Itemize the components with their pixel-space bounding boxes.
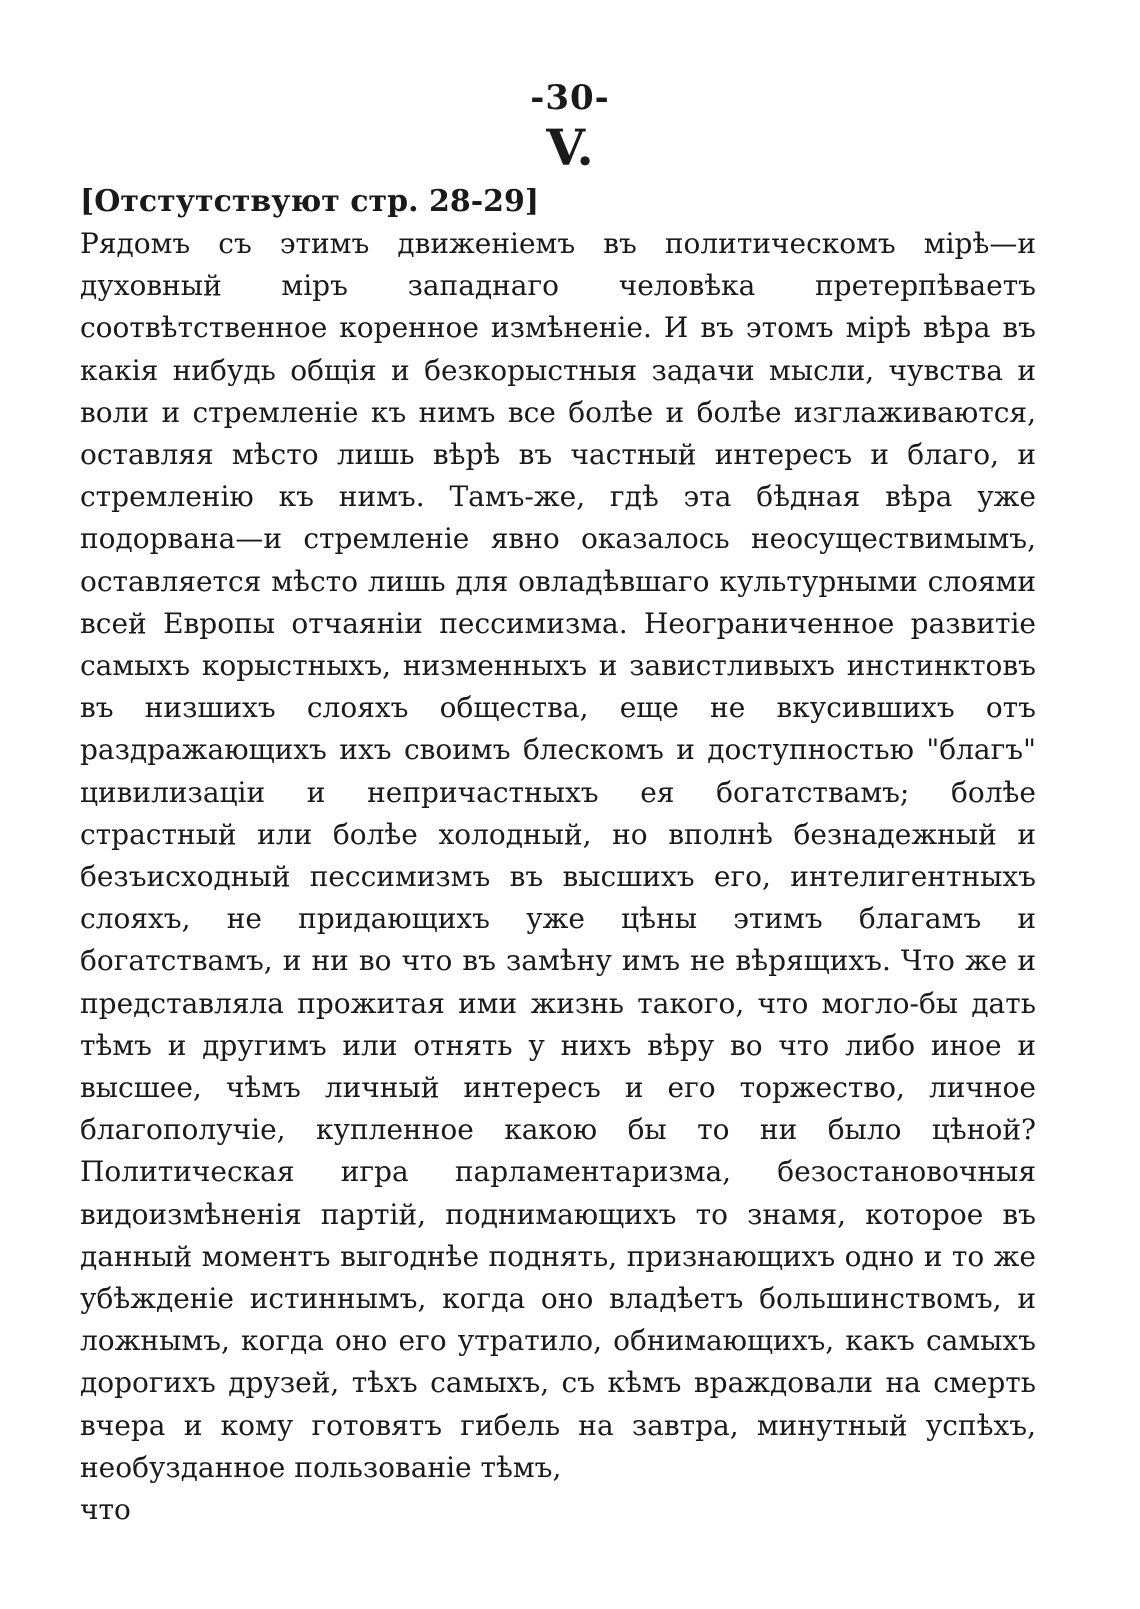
paragraph-last-word: что [80, 1493, 131, 1527]
chapter-numeral: V. [546, 118, 594, 177]
missing-pages-note: [Отстутствуют стр. 28-29] [80, 184, 540, 219]
body-paragraph [80, 223, 1036, 1531]
paragraph-text: Рядомъ съ этимъ движеніемъ въ политическомъ мірѣ—и духовный міръ западнаго человѣка претерпѣваетъ соотвѣтственное коренное измѣненіе. И въ этомъ мірѣ вѣра въ какія нибудь общія и безкорыстныя задачи мысли, чувства и воли и стремленіе къ нимъ все болѣе и болѣе изглаживаются, оставляя мѣсто лишь вѣрѣ въ частный интересъ и благо, и стремленію къ нимъ. Тамъ-же, гдѣ эта бѣдная вѣра уже подорвана—и стремленіе явно оказалось неосуществимымъ, оставляется мѣсто лишь для овладѣвшаго культурными слоями всей Европы отчаяніи пессимизма. Неограниченное развитіе самыхъ корыстныхъ, низменныхъ и завистливыхъ инстинктовъ въ низшихъ слояхъ общества, еще не вкусившихъ отъ раздражающихъ ихъ своимъ блескомъ и доступностью "благъ" цивилизаціи и непричастныхъ ея богатствамъ; болѣе страстный или болѣе холодный, но вполнѣ безнадежный и безъисходный пессимизмъ въ высшихъ его, интелигентныхъ слояхъ, не придающихъ уже цѣны этимъ благамъ и богатствамъ, и ни во что въ замѣну имъ не вѣрящихъ. Что же и представляла прожитая ими жизнь такого, что могло-бы дать тѣмъ и другимъ или отнять у нихъ вѣру во что либо иное и высшее, чѣмъ личный интересъ и его торжество, личное благополучіе, купленное какою бы то ни было цѣной? Политическая игра парламентаризма, безостановочныя видоизмѣненія партій, поднимающихъ то знамя, которое въ данный моментъ выгоднѣе поднять, признающихъ одно и то же убѣжденіе истиннымъ, когда оно владѣетъ большинствомъ, и ложнымъ, когда оно его утратило, обнимающихъ, какъ самыхъ дорогихъ друзей, тѣхъ самыхъ, съ кѣмъ враждовали на смерть вчера и кому готовятъ гибель на завтра, минутный успѣхъ, необузданное пользованіе тѣмъ, [80, 227, 1036, 1484]
page-number: -30- [530, 78, 610, 118]
